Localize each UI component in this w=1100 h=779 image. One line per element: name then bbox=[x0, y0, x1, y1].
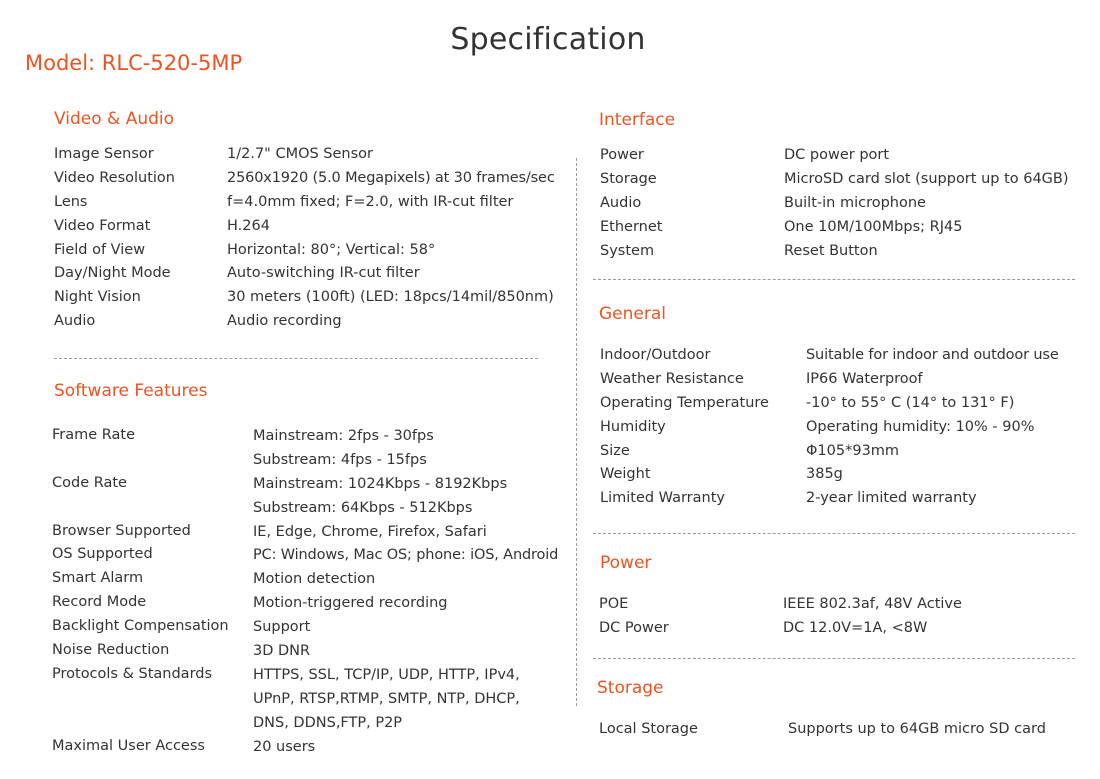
spec-row-browser-supported bbox=[52, 521, 558, 545]
spec-value: Audio recording bbox=[227, 313, 342, 330]
spec-row-video-format bbox=[54, 215, 555, 239]
spec-row-weight bbox=[600, 463, 1059, 487]
section-divider bbox=[54, 358, 538, 359]
spec-label: Power bbox=[600, 147, 644, 163]
spec-row-humidity bbox=[600, 416, 1059, 440]
spec-label: Video Resolution bbox=[54, 169, 175, 186]
spec-row-code-rate bbox=[52, 473, 558, 521]
software-features-section bbox=[52, 425, 558, 759]
spec-value-line: Motion detection bbox=[253, 571, 376, 588]
spec-row-night-vision bbox=[54, 286, 555, 310]
spec-value: MicroSD card slot (support up to 64GB) bbox=[784, 170, 1069, 187]
spec-value: IP66 Waterproof bbox=[806, 370, 923, 387]
spec-row-microphone bbox=[600, 192, 1069, 216]
spec-row-operating-temperature bbox=[600, 392, 1059, 416]
general-heading: General bbox=[599, 304, 666, 324]
spec-value bbox=[253, 616, 310, 640]
spec-row-record-mode bbox=[52, 592, 558, 616]
spec-label: Backlight Compensation bbox=[52, 618, 229, 635]
spec-value: 2-year limited warranty bbox=[806, 490, 977, 507]
spec-value-line: PC: Windows, Mac OS; phone: iOS, Android bbox=[253, 547, 559, 564]
spec-value bbox=[253, 473, 507, 521]
spec-row-storage-slot bbox=[600, 168, 1069, 192]
spec-label: Indoor/Outdoor bbox=[600, 347, 711, 363]
spec-label: Operating Temperature bbox=[600, 394, 769, 411]
spec-label: Record Mode bbox=[52, 594, 147, 611]
software-features-heading: Software Features bbox=[54, 381, 208, 401]
spec-label: System bbox=[600, 242, 655, 259]
section-divider bbox=[593, 279, 1075, 280]
spec-row-video-resolution bbox=[54, 167, 555, 191]
spec-label: Night Vision bbox=[54, 289, 141, 306]
spec-value bbox=[253, 568, 375, 592]
spec-row-day-night-mode bbox=[54, 262, 555, 286]
spec-label: Weather Resistance bbox=[600, 370, 744, 387]
power-heading: Power bbox=[600, 553, 652, 573]
spec-row-ethernet bbox=[600, 216, 1069, 240]
spec-label: Video Format bbox=[54, 217, 151, 234]
spec-value: Auto-switching IR-cut filter bbox=[227, 265, 420, 282]
spec-label: Ethernet bbox=[600, 218, 663, 235]
page-title: Specification bbox=[450, 22, 646, 57]
spec-label: Browser Supported bbox=[52, 522, 191, 539]
spec-label: Noise Reduction bbox=[52, 642, 170, 659]
spec-value: Horizontal: 80°; Vertical: 58° bbox=[227, 241, 436, 258]
spec-row-protocols-standards bbox=[52, 664, 558, 736]
spec-label: Image Sensor bbox=[54, 146, 154, 162]
spec-value: 385g bbox=[806, 466, 843, 483]
spec-label: Lens bbox=[54, 193, 88, 210]
spec-row-audio bbox=[54, 310, 555, 334]
spec-label: OS Supported bbox=[52, 546, 153, 563]
spec-row-noise-reduction bbox=[52, 640, 558, 664]
spec-value bbox=[253, 592, 448, 616]
spec-value-line: Mainstream: 2fps - 30fps bbox=[253, 428, 434, 444]
spec-value-line: HTTPS, SSL, TCP/IP, UDP, HTTP, IPv4, bbox=[253, 666, 520, 683]
spec-label: Protocols & Standards bbox=[52, 665, 213, 682]
spec-value-line: 3D DNR bbox=[253, 643, 311, 660]
spec-value: H.264 bbox=[227, 217, 270, 234]
spec-value: Suitable for indoor and outdoor use bbox=[806, 347, 1059, 363]
spec-row-dc-power bbox=[599, 617, 962, 641]
spec-value bbox=[253, 544, 558, 568]
spec-value-line: Support bbox=[253, 619, 311, 636]
spec-value: Built-in microphone bbox=[784, 194, 926, 211]
spec-value bbox=[253, 425, 434, 473]
spec-row-frame-rate bbox=[52, 425, 558, 473]
spec-row-indoor-outdoor bbox=[600, 344, 1059, 368]
spec-row-os-supported bbox=[52, 544, 558, 568]
spec-value: 1/2.7" CMOS Sensor bbox=[227, 146, 374, 162]
spec-row-maximal-user-access bbox=[52, 736, 558, 760]
spec-row-size bbox=[600, 440, 1059, 464]
spec-value: 2560x1920 (5.0 Megapixels) at 30 frames/sec bbox=[227, 169, 555, 186]
spec-row-poe bbox=[599, 593, 962, 617]
spec-label: Limited Warranty bbox=[600, 490, 725, 507]
spec-label: Smart Alarm bbox=[52, 570, 144, 587]
spec-label: Storage bbox=[600, 170, 657, 187]
spec-label: DC Power bbox=[599, 619, 669, 636]
spec-value: 30 meters (100ft) (LED: 18pcs/14mil/850nm) bbox=[227, 289, 554, 306]
spec-value bbox=[253, 664, 520, 736]
column-divider bbox=[576, 158, 577, 706]
spec-value bbox=[253, 521, 487, 545]
model-name: Model: RLC-520-5MP bbox=[25, 51, 243, 75]
spec-value-line: 20 users bbox=[253, 738, 316, 755]
spec-label: Local Storage bbox=[599, 721, 698, 737]
spec-value: One 10M/100Mbps; RJ45 bbox=[784, 218, 963, 235]
spec-value-line: Motion-triggered recording bbox=[253, 595, 448, 612]
spec-label: Frame Rate bbox=[52, 427, 136, 443]
spec-label: Audio bbox=[54, 313, 96, 330]
spec-value: IEEE 802.3af, 48V Active bbox=[783, 596, 962, 612]
power-section bbox=[599, 593, 962, 641]
section-divider bbox=[593, 658, 1075, 659]
spec-value: Supports up to 64GB micro SD card bbox=[788, 721, 1046, 737]
spec-label: Day/Night Mode bbox=[54, 265, 171, 282]
spec-label: Audio bbox=[600, 194, 642, 211]
spec-value-line: UPnP, RTSP,RTMP, SMTP, NTP, DHCP, bbox=[253, 690, 520, 707]
spec-value bbox=[253, 736, 315, 760]
spec-value: DC power port bbox=[784, 147, 890, 163]
spec-value bbox=[253, 640, 310, 664]
spec-value-line: Mainstream: 1024Kbps - 8192Kbps bbox=[253, 475, 508, 492]
spec-row-power-port bbox=[600, 144, 1069, 168]
spec-row-smart-alarm bbox=[52, 568, 558, 592]
section-divider bbox=[593, 533, 1075, 534]
spec-value: Φ105*93mm bbox=[806, 442, 900, 459]
interface-heading: Interface bbox=[599, 110, 676, 130]
spec-label: Field of View bbox=[54, 241, 146, 258]
video-audio-heading: Video & Audio bbox=[54, 109, 175, 129]
spec-value: Reset Button bbox=[784, 242, 878, 259]
spec-value: Operating humidity: 10% - 90% bbox=[806, 418, 1035, 435]
spec-row-lens bbox=[54, 191, 555, 215]
spec-value-line: Substream: 64Kbps - 512Kbps bbox=[253, 499, 473, 516]
spec-label: POE bbox=[599, 596, 629, 612]
spec-value: -10° to 55° C (14° to 131° F) bbox=[806, 394, 1015, 411]
spec-label: Weight bbox=[600, 466, 651, 483]
spec-value-line: DNS, DDNS,FTP, P2P bbox=[253, 714, 403, 731]
spec-value: DC 12.0V=1A, <8W bbox=[783, 619, 928, 636]
spec-label: Humidity bbox=[600, 418, 666, 435]
storage-section bbox=[599, 718, 1046, 742]
interface-section bbox=[600, 144, 1069, 263]
spec-label: Maximal User Access bbox=[52, 737, 205, 754]
spec-row-field-of-view bbox=[54, 239, 555, 263]
storage-heading: Storage bbox=[597, 678, 664, 698]
spec-label: Size bbox=[600, 442, 630, 459]
spec-row-system bbox=[600, 240, 1069, 264]
spec-value-line: IE, Edge, Chrome, Firefox, Safari bbox=[253, 523, 487, 540]
spec-row-weather-resistance bbox=[600, 368, 1059, 392]
video-audio-section bbox=[54, 143, 555, 334]
spec-row-backlight-compensation bbox=[52, 616, 558, 640]
spec-row-local-storage bbox=[599, 718, 1046, 742]
spec-value-line: Substream: 4fps - 15fps bbox=[253, 451, 427, 468]
spec-row-image-sensor bbox=[54, 143, 555, 167]
spec-value: f=4.0mm fixed; F=2.0, with IR-cut filter bbox=[227, 193, 514, 210]
spec-label: Code Rate bbox=[52, 474, 127, 491]
spec-row-limited-warranty bbox=[600, 487, 1059, 511]
general-section bbox=[600, 344, 1059, 511]
